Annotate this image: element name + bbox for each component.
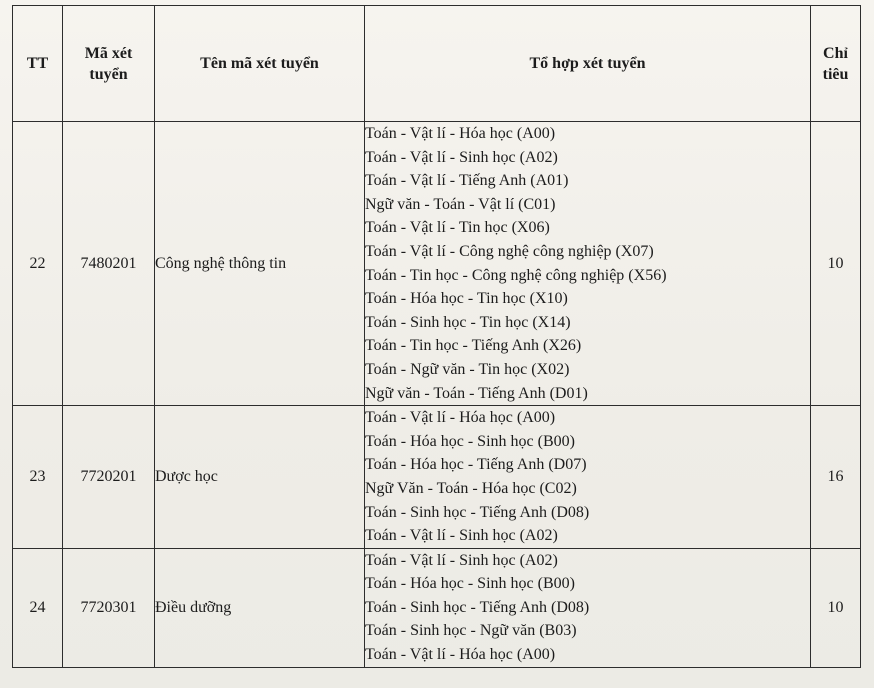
row-code: 7720301 xyxy=(63,548,155,667)
header-code: Mã xét tuyển xyxy=(63,6,155,122)
table-row xyxy=(13,548,861,667)
row-combos xyxy=(365,548,811,667)
admissions-table xyxy=(12,5,861,668)
row-combos xyxy=(365,122,811,406)
row-tt: 23 xyxy=(13,406,63,549)
combo-item: Ngữ văn - Toán - Tiếng Anh (D01) xyxy=(365,384,588,402)
combo-item: Toán - Vật lí - Tin học (X06) xyxy=(365,219,550,237)
header-tt: TT xyxy=(13,6,63,122)
row-combos xyxy=(365,406,811,549)
combo-item: Ngữ văn - Toán - Vật lí (C01) xyxy=(365,195,556,213)
header-combos: Tổ hợp xét tuyển xyxy=(365,6,811,122)
row-name: Điều dưỡng xyxy=(155,548,365,667)
combo-item: Toán - Sinh học - Tiếng Anh (D08) xyxy=(365,598,590,616)
row-tt: 24 xyxy=(13,548,63,667)
combo-item: Toán - Vật lí - Công nghệ công nghiệp (X07) xyxy=(365,242,654,260)
combo-item: Toán - Ngữ văn - Tin học (X02) xyxy=(365,360,570,378)
table-header xyxy=(13,6,861,122)
row-quota: 10 xyxy=(811,548,861,667)
table-row xyxy=(13,406,861,549)
header-row xyxy=(13,6,861,122)
combo-item: Toán - Sinh học - Tin học (X14) xyxy=(365,313,571,331)
row-name: Công nghệ thông tin xyxy=(155,122,365,406)
combo-item: Toán - Sinh học - Tiếng Anh (D08) xyxy=(365,503,590,521)
combo-item: Toán - Hóa học - Tin học (X10) xyxy=(365,290,568,308)
combo-item: Ngữ Văn - Toán - Hóa học (C02) xyxy=(365,479,577,497)
combo-item: Toán - Vật lí - Hóa học (A00) xyxy=(365,409,556,427)
combo-item: Toán - Vật lí - Sinh học (A02) xyxy=(365,551,558,569)
combo-item: Toán - Tin học - Tiếng Anh (X26) xyxy=(365,337,582,355)
table-row xyxy=(13,122,861,406)
row-tt: 22 xyxy=(13,122,63,406)
combo-item: Toán - Hóa học - Sinh học (B00) xyxy=(365,432,575,450)
row-name: Dược học xyxy=(155,406,365,549)
header-quota: Chỉ tiêu xyxy=(811,6,861,122)
combo-item: Toán - Vật lí - Hóa học (A00) xyxy=(365,646,556,664)
combo-item: Toán - Vật lí - Sinh học (A02) xyxy=(365,148,558,166)
combo-item: Toán - Tin học - Công nghệ công nghiệp (X56) xyxy=(365,266,667,284)
combo-item: Toán - Hóa học - Sinh học (B00) xyxy=(365,575,575,593)
row-quota: 16 xyxy=(811,406,861,549)
header-name: Tên mã xét tuyển xyxy=(155,6,365,122)
combo-item: Toán - Vật lí - Sinh học (A02) xyxy=(365,527,558,545)
row-quota: 10 xyxy=(811,122,861,406)
combo-item: Toán - Vật lí - Tiếng Anh (A01) xyxy=(365,172,569,190)
combo-item: Toán - Vật lí - Hóa học (A00) xyxy=(365,125,556,142)
combo-item: Toán - Hóa học - Tiếng Anh (D07) xyxy=(365,456,587,474)
combo-item: Toán - Sinh học - Ngữ văn (B03) xyxy=(365,622,577,640)
row-code: 7480201 xyxy=(63,122,155,406)
row-code: 7720201 xyxy=(63,406,155,549)
